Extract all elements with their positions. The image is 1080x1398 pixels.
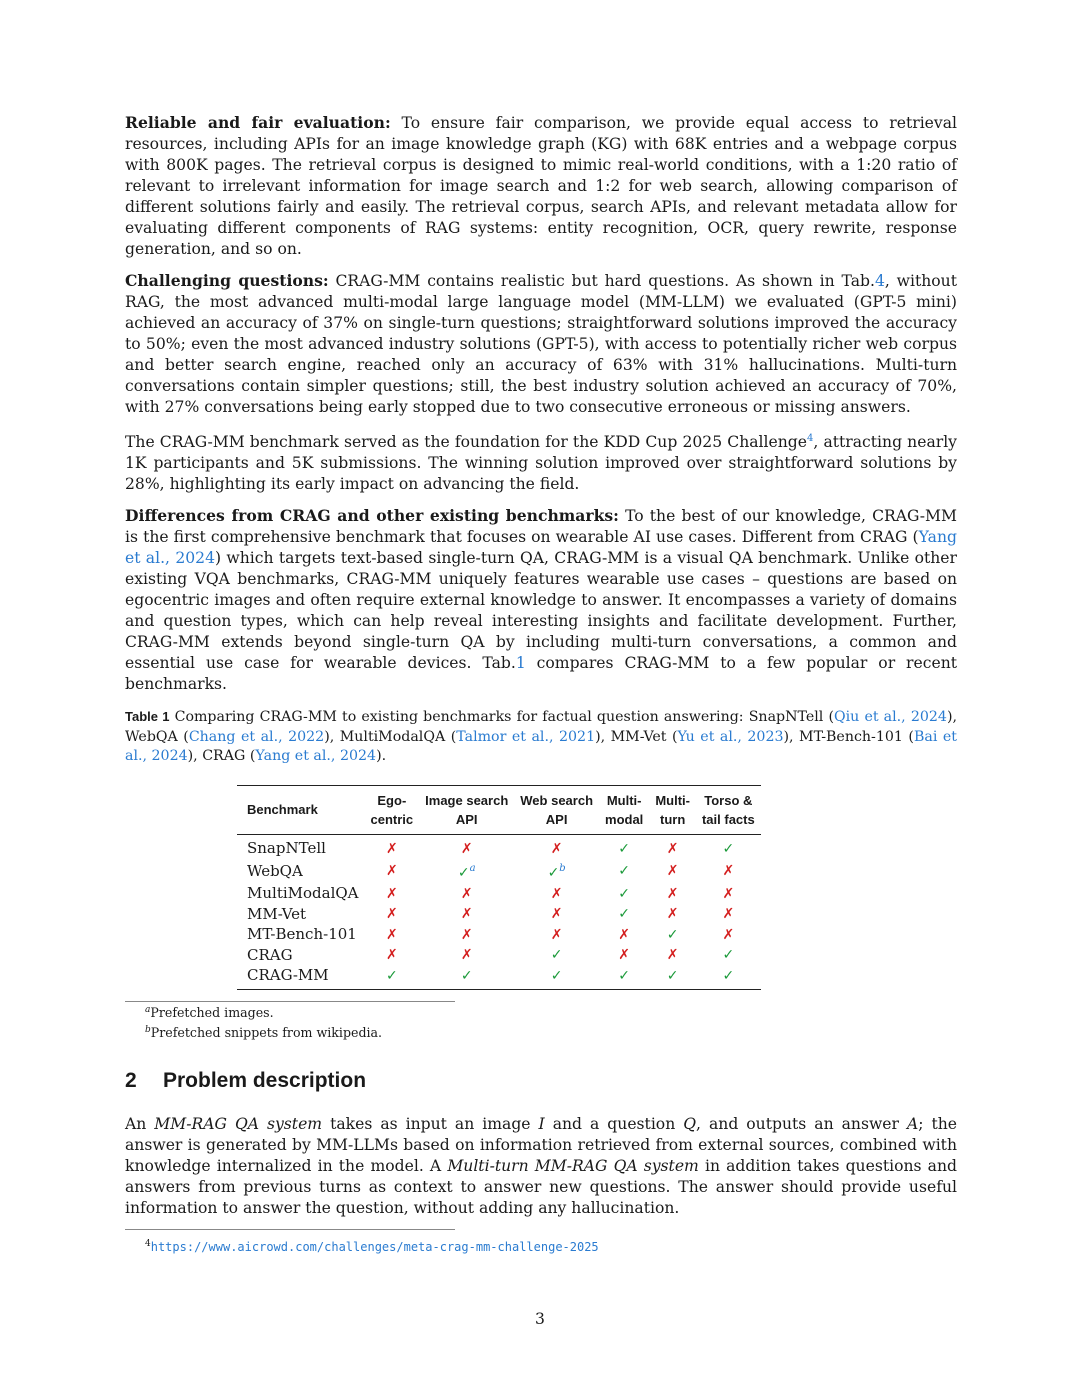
table-cell [514, 834, 599, 859]
cross-icon: ✗ [722, 863, 735, 880]
caption-text: ), MT-Bench-101 ( [783, 728, 914, 745]
cross-icon: ✗ [550, 926, 563, 943]
cross-icon: ✗ [666, 885, 679, 902]
cross-icon: ✗ [460, 947, 473, 964]
cross-icon: ✗ [385, 947, 398, 964]
citation-link[interactable]: Qiu et al., 2024 [834, 709, 947, 726]
table-cell [599, 945, 649, 966]
paragraph-text: To ensure fair comparison, we provide equal access to retrieval resources, including APIs for an image knowledge graph (KG) with 68K entries and a webpage corpus with 800K pages. The retrieval corpus is designed to mimic real-world conditions, with a 1:20 ratio of relevant to irrelevant information for image search and 1:2 for web search, allowing comparison of different solutions fairly and easily. The retrieval corpus, search APIs, and relevant metadata allow for evaluating different components of RAG systems: entity recognition, OCR, query rewrite, response generation, and so on. [125, 114, 957, 258]
check-icon: ✓ [618, 885, 631, 902]
table-body [237, 834, 761, 990]
cross-icon: ✗ [666, 906, 679, 923]
citation-link[interactable]: Talmor et al., 2021 [456, 728, 596, 745]
table-cell [599, 925, 649, 946]
check-icon: ✓ [550, 947, 563, 964]
check-icon: ✓ [618, 840, 631, 857]
section-heading [125, 1068, 957, 1094]
cross-icon: ✗ [722, 885, 735, 902]
paragraph-differences [125, 505, 957, 695]
paragraph-heading: Differences from CRAG and other existing benchmarks: [125, 506, 619, 526]
paragraph-heading: Reliable and fair evaluation: [125, 113, 391, 132]
cross-icon: ✗ [385, 926, 398, 943]
table-footnote-mark[interactable]: a [469, 863, 476, 875]
column-header-benchmark: Benchmark [237, 785, 365, 834]
cross-icon: ✗ [550, 906, 563, 923]
paragraph-text: To the best of our knowledge, CRAG-MM is the first comprehensive benchmark that focuses on wearable AI use cases. Different from CRAG ( [125, 507, 957, 547]
table-row [237, 904, 761, 925]
column-header-multiturn: Multi- turn [649, 785, 696, 834]
cross-icon: ✗ [385, 863, 398, 880]
table-cell [419, 834, 514, 859]
table-row [237, 945, 761, 966]
cross-icon: ✗ [722, 926, 735, 943]
table-footnote: $^a$Prefetched images. [145, 1005, 274, 1021]
check-icon: ✓ [618, 906, 631, 923]
table-cell [696, 966, 761, 990]
table-cell [696, 884, 761, 905]
table-ref-link[interactable]: 4 [874, 272, 885, 290]
table-cell [514, 884, 599, 905]
table-row [237, 834, 761, 859]
table-cell [599, 904, 649, 925]
check-icon: ✓ [460, 967, 473, 984]
table-cell [649, 966, 696, 990]
table-row [237, 925, 761, 946]
table-cell [365, 859, 420, 884]
table-caption-label: Table 1 [125, 709, 170, 725]
table-cell [599, 884, 649, 905]
citation-link[interactable]: Yu et al., 2023 [677, 728, 784, 745]
table-cell [649, 925, 696, 946]
table-ref-link[interactable]: 1 [515, 654, 526, 673]
table-cell [514, 945, 599, 966]
table-header-row [237, 785, 761, 834]
paragraph-reliable-evaluation [125, 112, 957, 260]
page-body [125, 112, 957, 1255]
table-cell [419, 925, 514, 946]
table-cell [365, 834, 420, 859]
table-cell [649, 859, 696, 884]
table-cell [599, 966, 649, 990]
table-cell [419, 945, 514, 966]
table-cell [649, 834, 696, 859]
table-cell [514, 966, 599, 990]
check-icon: ✓ [722, 840, 735, 857]
cross-icon: ✗ [666, 947, 679, 964]
table-cell [649, 884, 696, 905]
cross-icon: ✗ [385, 885, 398, 902]
citation-link[interactable]: Chang et al., 2022 [188, 728, 325, 745]
table-cell [696, 859, 761, 884]
table-cell [514, 859, 599, 884]
benchmark-name: CRAG-MM [247, 966, 329, 985]
footnote-ref-link[interactable]: 4 [807, 433, 814, 444]
column-header-egocentric: Ego- centric [365, 785, 420, 834]
table-cell [365, 925, 420, 946]
cross-icon: ✗ [666, 863, 679, 880]
check-icon: ✓ [547, 865, 560, 882]
check-icon: ✓ [457, 865, 470, 882]
caption-text: Comparing CRAG-MM to existing benchmarks for factual question answering: SnapNTell ( [169, 709, 835, 726]
section-title: Problem description [163, 1068, 367, 1092]
cross-icon: ✗ [722, 906, 735, 923]
cross-icon: ✗ [460, 840, 473, 857]
table-caption [125, 707, 957, 767]
check-icon: ✓ [722, 947, 735, 964]
cross-icon: ✗ [666, 840, 679, 857]
check-icon: ✓ [666, 926, 679, 943]
table-cell [599, 859, 649, 884]
table-cell [696, 834, 761, 859]
cross-icon: ✗ [618, 947, 631, 964]
paragraph-challenging-questions [125, 270, 957, 418]
benchmark-name: MT-Bench-101 [247, 925, 357, 944]
footnote-4: $^4$https://www.aicrowd.com/challenges/meta-crag-mm-challenge-2025 [145, 1238, 599, 1254]
table-cell [365, 966, 420, 990]
table-cell [696, 945, 761, 966]
table-cell [419, 884, 514, 905]
caption-text: ), MM-Vet ( [595, 728, 678, 745]
caption-text: ). [376, 748, 387, 765]
footnote-divider [125, 1229, 455, 1230]
paragraph-text: , without RAG, the most advanced multi-modal large language model (MM-LLM) we evaluated (GPT-5 mini) achieved an accuracy of 37% on single-turn questions; straightforward solutions improved the accuracy to 50%; even the most advanced industry solutions (GPT-5), with access to potentially richer web corpus and better search engine, reached only an accuracy of 63% with 31% hallucinations. Multi-turn conversations contain simpler questions; still, the best industry solution achieved an accuracy of 70%, with 27% conversations being early stopped due to two consecutive erroneous or missing answers. [125, 272, 957, 416]
cross-icon: ✗ [460, 906, 473, 923]
column-header-torso-tail: Torso & tail facts [696, 785, 761, 834]
check-icon: ✓ [385, 967, 398, 984]
column-header-web-search: Web search API [514, 785, 599, 834]
table-row [237, 859, 761, 884]
paragraph-text: , attracting nearly 1K participants and 5K submissions. The winning solution improved over straightforward solutions by 28%, highlighting its early impact on advancing the field. [125, 433, 957, 494]
paragraph-problem-description: An MM-RAG QA system takes as input an image I and a question Q, and outputs an answer A; the answer is generated by MM-LLMs based on information retrieved from external sources, combined with knowledge internalized in the model. A Multi-turn MM-RAG QA system in addition takes questions and answers from previous turns as context to answer new questions. The answer should provide useful information to answer the question, without adding any hallucination. [125, 1114, 958, 1217]
table-cell [365, 945, 420, 966]
table-cell [419, 904, 514, 925]
check-icon: ✓ [618, 967, 631, 984]
cross-icon: ✗ [550, 840, 563, 857]
table-cell [365, 904, 420, 925]
citation-link[interactable]: Bai et al., 2024 [125, 728, 957, 765]
cross-icon: ✗ [460, 885, 473, 902]
benchmark-name: MultiModalQA [247, 884, 359, 903]
benchmark-name: SnapNTell [247, 839, 326, 858]
table-cell [514, 925, 599, 946]
table-cell [599, 834, 649, 859]
caption-text: ), MultiModalQA ( [324, 728, 457, 745]
table-cell [514, 904, 599, 925]
cross-icon: ✗ [618, 926, 631, 943]
benchmark-name: WebQA [247, 861, 303, 880]
benchmark-comparison-table [237, 785, 761, 991]
check-icon: ✓ [550, 967, 563, 984]
paragraph-kdd-cup [125, 428, 957, 495]
page-number: 3 [535, 1310, 545, 1328]
paragraph-heading: Challenging questions: [125, 271, 329, 290]
footnote-url-link[interactable]: https://www.aicrowd.com/challenges/meta-crag-mm-challenge-2025 [150, 1239, 599, 1254]
table-cell [365, 884, 420, 905]
caption-text: ), CRAG ( [187, 748, 256, 765]
cross-icon: ✗ [385, 906, 398, 923]
table-cell [649, 945, 696, 966]
caption-text: ), WebQA ( [125, 709, 957, 745]
check-icon: ✓ [666, 967, 679, 984]
benchmark-name: MM-Vet [247, 904, 307, 923]
section-number: 2 [125, 1068, 137, 1092]
check-icon: ✓ [618, 863, 631, 880]
paragraph-text: compares CRAG-MM to a few popular or recent benchmarks. [125, 654, 958, 694]
cross-icon: ✗ [550, 885, 563, 902]
cross-icon: ✗ [385, 840, 398, 857]
citation-link[interactable]: Yang et al., 2024 [125, 528, 957, 568]
table-cell [696, 904, 761, 925]
column-header-image-search: Image search API [419, 785, 514, 834]
paragraph-text: ) which targets text-based single-turn QA, CRAG-MM is a visual QA benchmark. Unlike other existing VQA benchmarks, CRAG-MM uniquely features wearable use cases – questions are based on egocentric images and often require external knowledge to answer. It encompasses a variety of domains and question types, which can help reveal interesting insights and facilitate development. Further, CRAG-MM extends beyond single-turn QA by including multi-turn conversations, a common and essential use case for wearable devices. Tab. [125, 549, 957, 673]
benchmark-name: CRAG [247, 945, 293, 964]
table-cell [696, 925, 761, 946]
table-row [237, 966, 761, 990]
table-row [237, 884, 761, 905]
table-footnote-mark[interactable]: b [559, 863, 566, 875]
table-cell [419, 966, 514, 990]
cross-icon: ✗ [460, 926, 473, 943]
table-cell [419, 859, 514, 884]
paragraph-text: The CRAG-MM benchmark served as the foundation for the KDD Cup 2025 Challenge [125, 433, 807, 452]
check-icon: ✓ [722, 967, 735, 984]
table-footnote: $^b$Prefetched snippets from wikipedia. [145, 1024, 383, 1041]
paragraph-text: CRAG-MM contains realistic but hard questions. As shown in Tab. [328, 272, 875, 290]
column-header-multimodal: Multi- modal [599, 785, 649, 834]
citation-link[interactable]: Yang et al., 2024 [255, 748, 377, 765]
table-cell [649, 904, 696, 925]
